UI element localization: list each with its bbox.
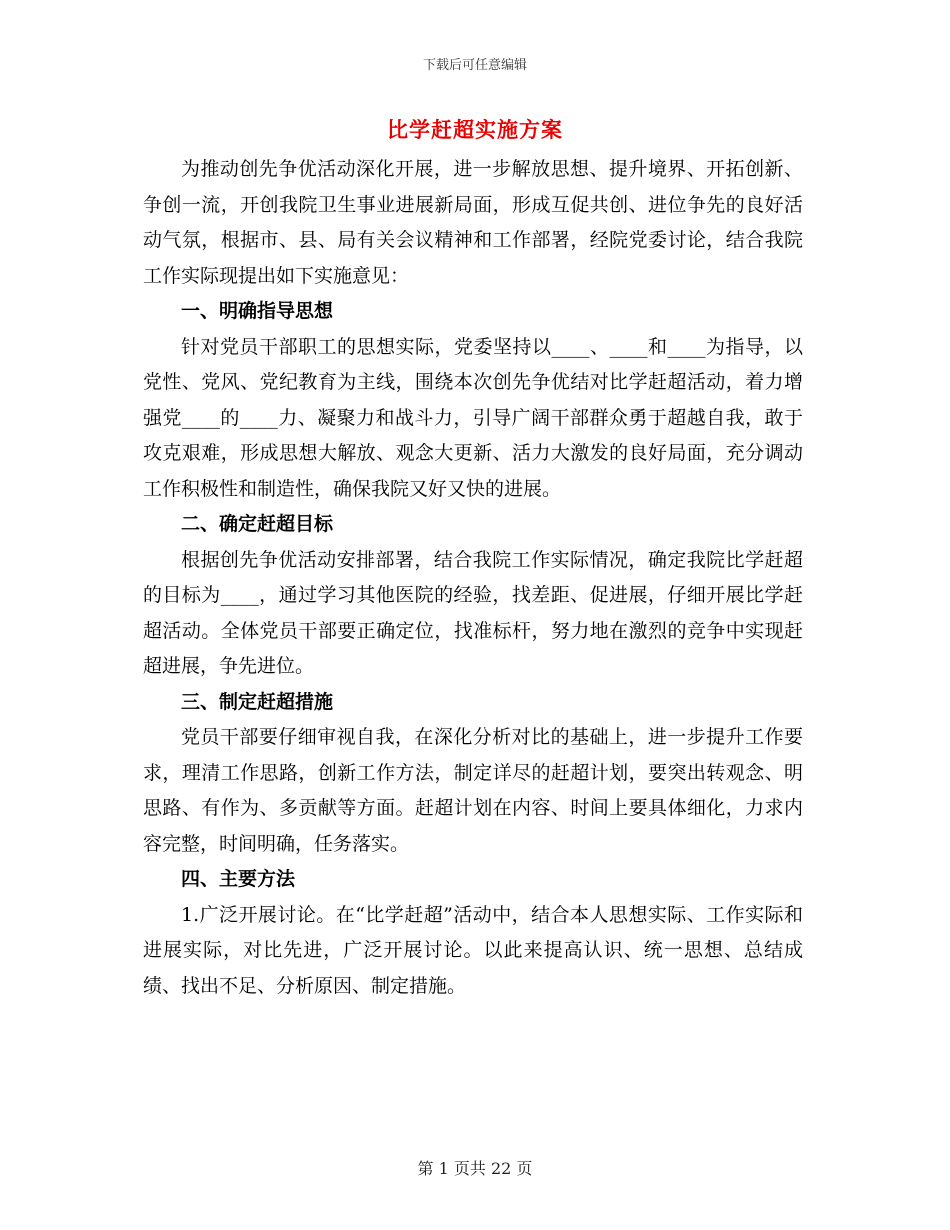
page-footer: 第 1 页共 22 页 xyxy=(417,1159,533,1178)
section-text-guiding-ideology: 针对党员干部职工的思想实际，党委坚持以____、____和____为指导，以党性、党风、党纪教育为主线，围绕本次创先争优结对比学赶超活动，着力增强党____的____力、凝聚力和战斗力，引导广阔干部群众勇于超越自我，敢于攻克艰难，形成思想大解放、观念大更新、活力大激发的良好局面，充分调动工作积极性和制造性，确保我院又好又快的进展。 xyxy=(143,335,803,500)
header-note: 下载后可任意编辑 xyxy=(422,58,527,73)
section-text-catch-up-goal: 根据创先争优活动安排部署，结合我院工作实际情况，确定我院比学赶超的目标为____，通过学习其他医院的经验，找差距、促进展，仔细开展比学赶超活动。全体党员干部要正确定位，找准标杆，努力地在激烈的竞争中实现赶超进展，争先进位。 xyxy=(143,548,803,677)
section-text-main-methods: 1.广泛开展讨论。在“比学赶超”活动中，结合本人思想实际、工作实际和进展实际，对比先进，广泛开展讨论。以此来提高认识、统一思想、总结成绩、找出不足、分析原因、制定措施。 xyxy=(143,903,803,997)
intro-paragraph: 为推动创先争优活动深化开展，进一步解放思想、提升境界、开拓创新、争创一流，开创我院卫生事业进展新局面，形成互促共创、进位争先的良好活动气氛，根据市、县、局有关会议精神和工作部署，经院党委讨论，结合我院工作实际现提出如下实施意见： xyxy=(143,158,803,287)
document-title: 比学赶超实施方案 xyxy=(387,117,563,142)
section-heading-main-methods: 四、主要方法 xyxy=(181,868,296,890)
section-heading-catch-up-measures: 三、制定赶超措施 xyxy=(181,690,334,713)
section-heading-catch-up-goal: 二、确定赶超目标 xyxy=(181,513,334,535)
document-body xyxy=(143,152,803,1004)
section-heading-guiding-ideology: 一、明确指导思想 xyxy=(181,300,334,322)
section-text-catch-up-measures: 党员干部要仔细审视自我，在深化分析对比的基础上，进一步提升工作要求，理清工作思路，创新工作方法，制定详尽的赶超计划，要突出转观念、明思路、有作为、多贡献等方面。赶超计划在内容、时间上要具体细化，力求内容完整，时间明确，任务落实。 xyxy=(143,726,803,855)
